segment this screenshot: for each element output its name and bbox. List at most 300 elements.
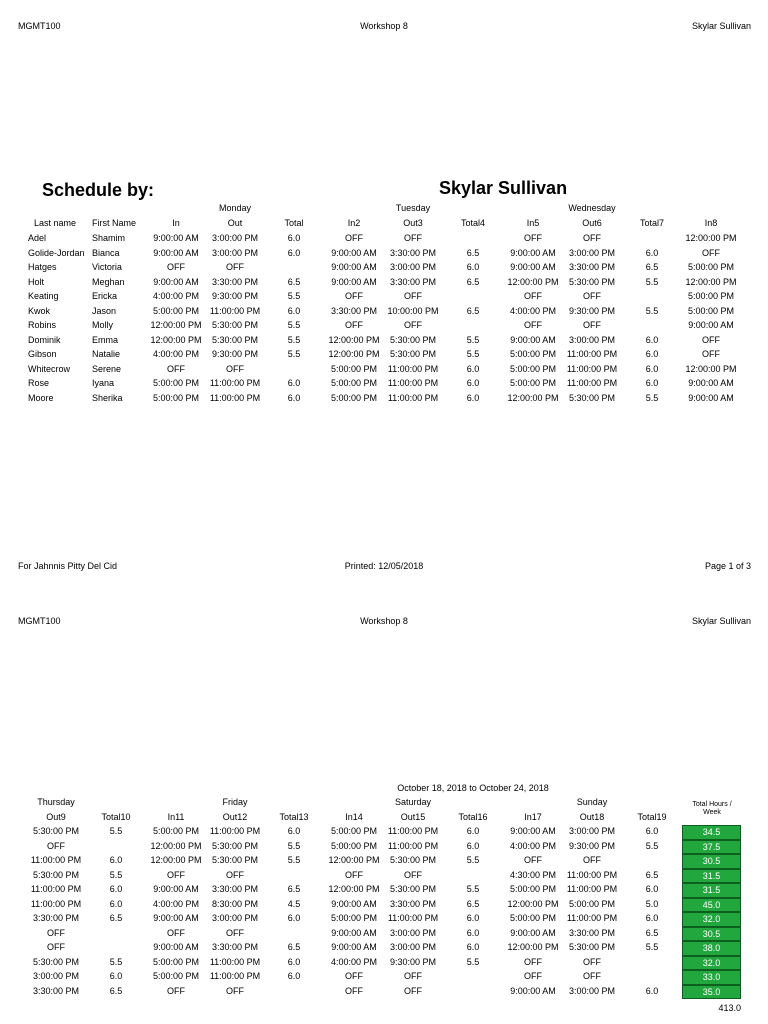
schedule-cell: OFF bbox=[345, 985, 363, 996]
schedule-cell: 6.0 bbox=[287, 392, 301, 403]
schedule-cell: 5:00:00 PM bbox=[330, 913, 378, 923]
schedule-cell: 5.5 bbox=[645, 276, 659, 287]
schedule-cell: 12:00:00 PM bbox=[685, 363, 737, 374]
schedule-cell: 9:00:00 AM bbox=[153, 233, 199, 243]
schedule-cell: OFF bbox=[702, 247, 720, 258]
schedule-cell: 6.5 bbox=[287, 276, 301, 287]
schedule-by-name: Skylar Sullivan bbox=[439, 178, 568, 198]
schedule-cell: 5:00:00 PM bbox=[509, 884, 557, 894]
schedule-cell: 11:00:00 PM bbox=[209, 956, 261, 967]
day-header-thursday: Thursday bbox=[37, 797, 75, 807]
schedule-cell: OFF bbox=[345, 869, 363, 880]
schedule-cell: 5:00:00 PM bbox=[568, 898, 616, 909]
schedule-cell: 11:00:00 PM bbox=[387, 392, 439, 403]
schedule-cell: 5.5 bbox=[287, 320, 301, 330]
schedule-cell: 5.5 bbox=[287, 291, 301, 301]
schedule-cell: 6.0 bbox=[287, 233, 301, 243]
schedule-cell: 4.5 bbox=[287, 898, 301, 909]
schedule-cell: 3:30:00 PM bbox=[330, 305, 378, 316]
page1-header-workshop: Workshop 8 bbox=[360, 21, 408, 31]
page1-column-header: In5 bbox=[526, 218, 540, 228]
first-name-cell: Ericka bbox=[92, 291, 118, 301]
schedule-cell: 3:00:00 PM bbox=[389, 262, 437, 272]
schedule-cell: 9:30:00 PM bbox=[389, 956, 437, 967]
page2-column-header: Total10 bbox=[101, 812, 131, 822]
schedule-cell: OFF bbox=[524, 855, 542, 865]
schedule-cell: 3:00:00 PM bbox=[389, 927, 437, 938]
schedule-cell: 5.5 bbox=[287, 349, 301, 359]
schedule-cell: 12:00:00 PM bbox=[685, 276, 737, 287]
schedule-cell: 6.0 bbox=[645, 913, 659, 923]
schedule-cell: 3:00:00 PM bbox=[389, 942, 437, 952]
page1-header-author: Skylar Sullivan bbox=[691, 21, 751, 31]
first-name-cell: Meghan bbox=[92, 276, 125, 287]
last-name-cell: Kwok bbox=[28, 305, 51, 316]
schedule-cell: 6.0 bbox=[109, 855, 123, 865]
schedule-cell: OFF bbox=[226, 985, 244, 996]
schedule-cell: 5.5 bbox=[466, 349, 480, 359]
schedule-cell: 6.0 bbox=[287, 247, 301, 258]
schedule-cell: 3:00:00 PM bbox=[211, 233, 259, 243]
total-hours-week-cell: 37.5 bbox=[682, 840, 741, 855]
schedule-cell: 11:00:00 PM bbox=[566, 378, 618, 388]
schedule-cell: 12:00:00 PM bbox=[150, 334, 202, 345]
schedule-cell: 5:00:00 PM bbox=[152, 826, 200, 836]
page1-column-header: In2 bbox=[347, 218, 361, 228]
schedule-cell: 3:00:00 PM bbox=[568, 826, 616, 836]
schedule-cell: 5.5 bbox=[109, 826, 123, 836]
schedule-cell: 3:00:00 PM bbox=[211, 913, 259, 923]
schedule-cell: 9:30:00 PM bbox=[568, 840, 616, 851]
schedule-cell: 3:30:00 PM bbox=[568, 262, 616, 272]
schedule-cell: 9:00:00 AM bbox=[331, 927, 377, 938]
page1-footer-prepared-for: For Jahnnis Pitty Del Cid bbox=[18, 561, 118, 571]
page2-column-header: In17 bbox=[524, 812, 542, 822]
schedule-cell: 6.0 bbox=[466, 392, 480, 403]
schedule-cell: OFF bbox=[583, 956, 601, 967]
schedule-cell: 8:30:00 PM bbox=[211, 898, 259, 909]
first-name-cell: Jason bbox=[92, 305, 117, 316]
schedule-cell: 4:00:00 PM bbox=[509, 305, 557, 316]
schedule-cell: 3:00:00 PM bbox=[32, 971, 80, 981]
schedule-cell: 12:00:00 PM bbox=[507, 898, 559, 909]
schedule-cell: 6.0 bbox=[466, 262, 480, 272]
total-hours-week-cell: 35.0 bbox=[682, 985, 741, 1000]
schedule-cell: OFF bbox=[345, 291, 363, 301]
page1-column-header: In bbox=[172, 218, 180, 228]
schedule-cell: 9:00:00 AM bbox=[331, 276, 377, 287]
total-hours-week-cell: 31.5 bbox=[682, 883, 741, 898]
schedule-cell: 6.0 bbox=[287, 378, 301, 388]
last-name-cell: Moore bbox=[28, 392, 54, 403]
schedule-cell: OFF bbox=[583, 971, 601, 981]
schedule-cell: OFF bbox=[583, 855, 601, 865]
schedule-cell: 5.5 bbox=[466, 956, 480, 967]
schedule-cell: 5.5 bbox=[109, 956, 123, 967]
schedule-cell: OFF bbox=[702, 334, 720, 345]
schedule-cell: 5:00:00 PM bbox=[330, 840, 378, 851]
schedule-cell: 9:00:00 AM bbox=[510, 334, 556, 345]
schedule-cell: 12:00:00 PM bbox=[685, 233, 737, 243]
schedule-cell: OFF bbox=[226, 869, 244, 880]
schedule-cell: 5.5 bbox=[645, 942, 659, 952]
schedule-cell: 3:30:00 PM bbox=[568, 927, 616, 938]
schedule-cell: 9:00:00 AM bbox=[331, 942, 377, 952]
schedule-cell: 12:00:00 PM bbox=[150, 320, 202, 330]
schedule-cell: 9:00:00 AM bbox=[510, 826, 556, 836]
schedule-cell: OFF bbox=[404, 971, 422, 981]
schedule-cell: 3:30:00 PM bbox=[211, 884, 259, 894]
schedule-cell: 12:00:00 PM bbox=[150, 840, 202, 851]
schedule-cell: 5.5 bbox=[645, 840, 659, 851]
page2-header-author: Skylar Sullivan bbox=[691, 616, 751, 626]
schedule-cell: 5.5 bbox=[466, 334, 480, 345]
schedule-cell: OFF bbox=[404, 985, 422, 996]
first-name-cell: Iyana bbox=[92, 378, 115, 388]
page1-column-header: Total4 bbox=[460, 218, 486, 228]
first-name-cell: Molly bbox=[92, 320, 114, 330]
schedule-cell: 11:00:00 PM bbox=[387, 840, 439, 851]
schedule-cell: 5.5 bbox=[287, 334, 301, 345]
schedule-cell: 9:00:00 AM bbox=[153, 884, 199, 894]
schedule-cell: 6.5 bbox=[287, 942, 301, 952]
schedule-cell: 5:30:00 PM bbox=[211, 840, 259, 851]
page1-column-header: Total7 bbox=[639, 218, 665, 228]
schedule-cell: OFF bbox=[226, 363, 244, 374]
page1-column-header: Total bbox=[284, 218, 304, 228]
schedule-cell: 6.5 bbox=[466, 898, 480, 909]
page1-column-header: Last name bbox=[34, 218, 77, 228]
schedule-cell: OFF bbox=[524, 956, 542, 967]
schedule-cell: OFF bbox=[404, 320, 422, 330]
last-name-cell: Adel bbox=[28, 233, 47, 243]
page1-footer-printed: Printed: 12/05/2018 bbox=[344, 561, 424, 571]
schedule-cell: 6.0 bbox=[466, 927, 480, 938]
schedule-cell: OFF bbox=[167, 927, 185, 938]
schedule-cell: 6.0 bbox=[645, 826, 659, 836]
schedule-cell: 11:00:00 PM bbox=[387, 363, 439, 374]
schedule-cell: 9:00:00 AM bbox=[688, 320, 734, 330]
schedule-cell: 5:30:00 PM bbox=[32, 956, 80, 967]
total-hours-week-cell: 33.0 bbox=[682, 970, 741, 985]
schedule-cell: 12:00:00 PM bbox=[328, 855, 380, 865]
schedule-cell: 5:30:00 PM bbox=[211, 855, 259, 865]
schedule-cell: 5:30:00 PM bbox=[32, 826, 80, 836]
schedule-cell: 5:00:00 PM bbox=[509, 378, 557, 388]
schedule-cell: 5:30:00 PM bbox=[389, 855, 437, 865]
schedule-cell: 12:00:00 PM bbox=[328, 349, 380, 359]
schedule-cell: 9:00:00 AM bbox=[331, 898, 377, 909]
schedule-cell: 4:00:00 PM bbox=[152, 291, 200, 301]
total-hours-week-header: Total Hours / Week bbox=[692, 801, 732, 816]
schedule-cell: 5:30:00 PM bbox=[389, 349, 437, 359]
total-hours-week-cell: 34.5 bbox=[682, 825, 741, 840]
schedule-cell: 6.0 bbox=[109, 898, 123, 909]
last-name-cell: Holt bbox=[28, 276, 45, 287]
schedule-cell: 9:00:00 AM bbox=[153, 942, 199, 952]
schedule-cell: 6.5 bbox=[466, 276, 480, 287]
schedule-cell: OFF bbox=[524, 320, 542, 330]
schedule-cell: OFF bbox=[583, 320, 601, 330]
schedule-cell: 5:30:00 PM bbox=[568, 942, 616, 952]
schedule-cell: OFF bbox=[47, 942, 65, 952]
schedule-cell: 6.5 bbox=[109, 985, 123, 996]
schedule-cell: 11:00:00 PM bbox=[209, 305, 261, 316]
page1-footer-page-number: Page 1 of 3 bbox=[704, 561, 751, 571]
schedule-cell: 6.5 bbox=[466, 305, 480, 316]
date-range: October 18, 2018 to October 24, 2018 bbox=[397, 783, 549, 793]
schedule-cell: 5.5 bbox=[109, 869, 123, 880]
last-name-cell: Robins bbox=[28, 320, 57, 330]
day-header-friday: Friday bbox=[222, 797, 248, 807]
first-name-cell: Serene bbox=[92, 363, 122, 374]
schedule-cell: OFF bbox=[167, 869, 185, 880]
schedule-cell: 3:00:00 PM bbox=[568, 334, 616, 345]
page2-column-header: Total16 bbox=[458, 812, 488, 822]
schedule-cell: 11:00:00 PM bbox=[387, 913, 439, 923]
schedule-cell: 6.0 bbox=[645, 378, 659, 388]
schedule-cell: OFF bbox=[524, 233, 542, 243]
schedule-cell: 9:00:00 AM bbox=[510, 927, 556, 938]
schedule-cell: 5.5 bbox=[466, 855, 480, 865]
schedule-cell: 9:30:00 PM bbox=[211, 349, 259, 359]
schedule-cell: 9:30:00 PM bbox=[568, 305, 616, 316]
schedule-cell: 11:00:00 PM bbox=[387, 826, 439, 836]
schedule-cell: OFF bbox=[226, 927, 244, 938]
schedule-cell: 5.5 bbox=[645, 392, 659, 403]
schedule-cell: 5:30:00 PM bbox=[211, 334, 259, 345]
schedule-cell: 6.0 bbox=[645, 363, 659, 374]
schedule-cell: 4:00:00 PM bbox=[152, 349, 200, 359]
schedule-cell: 3:30:00 PM bbox=[389, 276, 437, 287]
schedule-cell: 6.0 bbox=[645, 985, 659, 996]
schedule-cell: 5:00:00 PM bbox=[687, 305, 735, 316]
last-name-cell: Golide-Jordan bbox=[28, 247, 85, 258]
total-hours-week-cell: 32.0 bbox=[682, 956, 741, 971]
schedule-cell: 12:00:00 PM bbox=[328, 884, 380, 894]
schedule-cell: 6.5 bbox=[109, 913, 123, 923]
page2-column-header: In14 bbox=[345, 812, 363, 822]
schedule-cell: 5:30:00 PM bbox=[568, 392, 616, 403]
schedule-cell: 6.5 bbox=[645, 927, 659, 938]
schedule-cell: 4:00:00 PM bbox=[152, 898, 200, 909]
schedule-cell: 5:30:00 PM bbox=[211, 320, 259, 330]
schedule-cell: 6.0 bbox=[466, 913, 480, 923]
schedule-cell: 5:00:00 PM bbox=[152, 378, 200, 388]
page2-column-header: Total13 bbox=[279, 812, 309, 822]
schedule-cell: 10:00:00 PM bbox=[387, 305, 439, 316]
schedule-cell: 6.0 bbox=[466, 826, 480, 836]
schedule-cell: 6.0 bbox=[645, 349, 659, 359]
schedule-cell: 9:00:00 AM bbox=[688, 392, 734, 403]
schedule-cell: OFF bbox=[404, 233, 422, 243]
schedule-cell: OFF bbox=[404, 869, 422, 880]
last-name-cell: Dominik bbox=[28, 334, 61, 345]
schedule-cell: OFF bbox=[702, 349, 720, 359]
schedule-cell: 11:00:00 PM bbox=[387, 378, 439, 388]
schedule-cell: 5.5 bbox=[287, 840, 301, 851]
schedule-cell: 9:00:00 AM bbox=[331, 262, 377, 272]
schedule-cell: OFF bbox=[47, 840, 65, 851]
schedule-cell: 9:30:00 PM bbox=[211, 291, 259, 301]
schedule-cell: 9:00:00 AM bbox=[153, 913, 199, 923]
schedule-cell: 6.0 bbox=[287, 971, 301, 981]
day-header-tuesday: Tuesday bbox=[395, 203, 431, 213]
schedule-cell: 4:00:00 PM bbox=[330, 956, 378, 967]
last-name-cell: Hatges bbox=[28, 262, 57, 272]
schedule-cell: 5:00:00 PM bbox=[152, 956, 200, 967]
schedule-cell: OFF bbox=[345, 233, 363, 243]
schedule-cell: 5:00:00 PM bbox=[330, 378, 378, 388]
schedule-cell: OFF bbox=[524, 291, 542, 301]
schedule-cell: 6.0 bbox=[287, 826, 301, 836]
schedule-cell: 5.0 bbox=[645, 898, 659, 909]
schedule-cell: 5:00:00 PM bbox=[509, 349, 557, 359]
schedule-cell: 11:00:00 PM bbox=[209, 971, 261, 981]
page2-column-header: In11 bbox=[167, 812, 185, 822]
schedule-cell: 11:00:00 PM bbox=[30, 884, 82, 894]
schedule-cell: 6.0 bbox=[466, 378, 480, 388]
schedule-cell: 6.5 bbox=[645, 262, 659, 272]
last-name-cell: Keating bbox=[28, 291, 59, 301]
schedule-cell: OFF bbox=[47, 927, 65, 938]
schedule-cell: 11:00:00 PM bbox=[566, 869, 618, 880]
schedule-cell: 3:30:00 PM bbox=[211, 942, 259, 952]
schedule-cell: 5:00:00 PM bbox=[509, 913, 557, 923]
schedule-cell: 3:30:00 PM bbox=[32, 913, 80, 923]
schedule-cell: OFF bbox=[167, 363, 185, 374]
schedule-cell: 6.5 bbox=[287, 884, 301, 894]
schedule-cell: OFF bbox=[167, 985, 185, 996]
total-hours-week-cell: 30.5 bbox=[682, 854, 741, 869]
schedule-cell: 11:00:00 PM bbox=[209, 392, 261, 403]
page2-column-header: Out15 bbox=[400, 812, 426, 822]
schedule-cell: OFF bbox=[345, 320, 363, 330]
total-hours-week-cell: 32.0 bbox=[682, 912, 741, 927]
schedule-cell: 5:00:00 PM bbox=[687, 262, 735, 272]
schedule-cell: 3:30:00 PM bbox=[389, 898, 437, 909]
schedule-cell: 5:00:00 PM bbox=[152, 305, 200, 316]
schedule-cell: OFF bbox=[583, 291, 601, 301]
page2-column-header: Out9 bbox=[46, 812, 66, 822]
schedule-cell: 6.0 bbox=[287, 305, 301, 316]
total-hours-week-cell: 31.5 bbox=[682, 869, 741, 884]
schedule-cell: 6.0 bbox=[109, 884, 123, 894]
schedule-cell: 6.0 bbox=[466, 942, 480, 952]
schedule-cell: 5.5 bbox=[287, 855, 301, 865]
page1-column-header: Out3 bbox=[403, 218, 423, 228]
schedule-cell: 12:00:00 PM bbox=[507, 276, 559, 287]
schedule-cell: 12:00:00 PM bbox=[507, 942, 559, 952]
schedule-cell: 9:00:00 AM bbox=[510, 262, 556, 272]
schedule-cell: OFF bbox=[345, 971, 363, 981]
schedule-cell: 3:30:00 PM bbox=[389, 247, 437, 258]
day-header-saturday: Saturday bbox=[394, 797, 432, 807]
schedule-cell: 11:00:00 PM bbox=[209, 378, 261, 388]
schedule-cell: 11:00:00 PM bbox=[566, 884, 618, 894]
schedule-cell: 11:00:00 PM bbox=[209, 826, 261, 836]
schedule-cell: 6.0 bbox=[287, 913, 301, 923]
schedule-cell: 5:00:00 PM bbox=[330, 363, 378, 374]
schedule-cell: 4:30:00 PM bbox=[509, 869, 557, 880]
page2-header-workshop: Workshop 8 bbox=[360, 616, 408, 626]
schedule-cell: 3:00:00 PM bbox=[568, 247, 616, 258]
schedule-cell: 5:30:00 PM bbox=[389, 334, 437, 345]
first-name-cell: Emma bbox=[92, 334, 119, 345]
schedule-cell: 12:00:00 PM bbox=[507, 392, 559, 403]
schedule-cell: OFF bbox=[524, 971, 542, 981]
schedule-by-label: Schedule by: bbox=[42, 180, 155, 200]
schedule-cell: 3:00:00 PM bbox=[211, 247, 259, 258]
first-name-cell: Victoria bbox=[92, 262, 122, 272]
schedule-cell: 3:00:00 PM bbox=[568, 985, 616, 996]
schedule-cell: 5:00:00 PM bbox=[509, 363, 557, 374]
schedule-cell: 12:00:00 PM bbox=[328, 334, 380, 345]
schedule-cell: 5.5 bbox=[645, 305, 659, 316]
schedule-cell: OFF bbox=[167, 262, 185, 272]
first-name-cell: Natalie bbox=[92, 349, 121, 359]
schedule-cell: 5:00:00 PM bbox=[687, 291, 735, 301]
schedule-cell: 11:00:00 PM bbox=[566, 913, 618, 923]
schedule-cell: 9:00:00 AM bbox=[331, 247, 377, 258]
schedule-cell: 5:00:00 PM bbox=[152, 392, 200, 403]
schedule-cell: OFF bbox=[226, 262, 244, 272]
page2-column-header: Out12 bbox=[222, 812, 248, 822]
page1-column-header: Out bbox=[227, 218, 243, 228]
last-name-cell: Whitecrow bbox=[28, 363, 71, 374]
schedule-cell: 5:00:00 PM bbox=[330, 826, 378, 836]
schedule-cell: 5.5 bbox=[466, 884, 480, 894]
day-header-monday: Monday bbox=[218, 203, 252, 213]
first-name-cell: Bianca bbox=[92, 247, 120, 258]
schedule-cell: 6.0 bbox=[645, 334, 659, 345]
schedule-cell: OFF bbox=[583, 233, 601, 243]
schedule-cell: 12:00:00 PM bbox=[150, 855, 202, 865]
last-name-cell: Gibson bbox=[28, 349, 57, 359]
schedule-cell: 5:30:00 PM bbox=[389, 884, 437, 894]
page1-column-header: First Name bbox=[92, 218, 137, 228]
schedule-cell: 6.0 bbox=[287, 956, 301, 967]
schedule-cell: 11:00:00 PM bbox=[30, 855, 82, 865]
first-name-cell: Shamim bbox=[92, 233, 126, 243]
schedule-cell: 9:00:00 AM bbox=[153, 276, 199, 287]
schedule-cell: 6.5 bbox=[466, 247, 480, 258]
schedule-cell: 6.5 bbox=[645, 869, 659, 880]
page2-column-header: Out18 bbox=[579, 812, 605, 822]
total-hours-week-cell: 45.0 bbox=[682, 898, 741, 913]
page1-header-course: MGMT100 bbox=[18, 21, 61, 31]
day-header-sunday: Sunday bbox=[576, 797, 608, 807]
page1-column-header: Out6 bbox=[582, 218, 602, 228]
schedule-cell: 5:30:00 PM bbox=[568, 276, 616, 287]
schedule-cell: 6.0 bbox=[645, 247, 659, 258]
schedule-cell: 6.0 bbox=[466, 840, 480, 851]
total-hours-week-cell: 38.0 bbox=[682, 941, 741, 956]
schedule-cell: 3:30:00 PM bbox=[211, 276, 259, 287]
schedule-cell: 11:00:00 PM bbox=[566, 363, 618, 374]
page2-column-header: Total19 bbox=[637, 812, 667, 822]
schedule-cell: OFF bbox=[404, 291, 422, 301]
day-header-wednesday: Wednesday bbox=[568, 203, 616, 213]
page1-column-header: In8 bbox=[704, 218, 718, 228]
schedule-cell: 6.0 bbox=[645, 884, 659, 894]
schedule-cell: 3:30:00 PM bbox=[32, 985, 80, 996]
schedule-cell: 9:00:00 AM bbox=[688, 378, 734, 388]
schedule-cell: 5:00:00 PM bbox=[330, 392, 378, 403]
grand-total: 413.0 bbox=[718, 1003, 741, 1013]
first-name-cell: Sherika bbox=[92, 392, 123, 403]
schedule-cell: 11:00:00 PM bbox=[30, 898, 82, 909]
